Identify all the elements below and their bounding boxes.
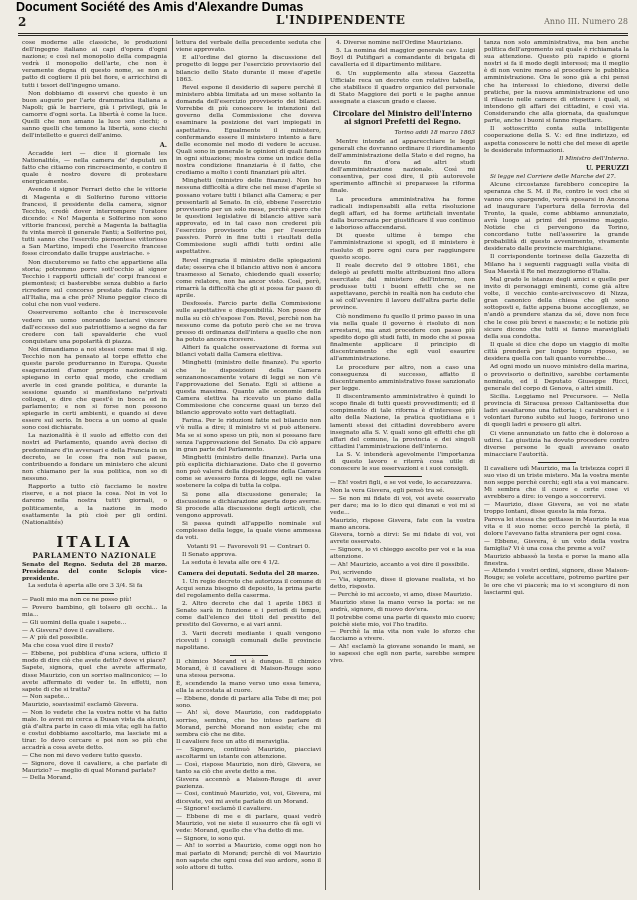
masthead-rule-2 (18, 35, 628, 36)
dialogue-line: — Non sapete... (22, 694, 70, 701)
divider (538, 462, 576, 463)
paragraph: La nazionalità è il suolo ad effetto con dei nostri ad Parlamento, quando avrà deciso di predominare d'in avversari e della Francia in un decreto, se le cose fra non sul paese, contribuendo a fondare un ministero che alcuni non chiamano per la sua politica, non so di nessuno. (22, 433, 167, 482)
dialogue-line: Il cavaliere fece un atto di meraviglia. (176, 739, 290, 746)
paragraph: Ad ogni modo un nuovo ministro della marina, o provvisorio o definitivo, sarebbe certamente nominato, ed il Deputato Giuseppe Ricci, generale del corpo di Genova, o altri simili. (484, 364, 629, 392)
paragraph: La seduta è levata alle ore 4 1/2. (182, 560, 280, 567)
dialogue-line: — Non lo vedete che la vostra notte vi ha fatto male. Io avrei mi cerca a Dusan vista da alcuni, già d'altra parte in caso di mia vita; egli ha fatto e costui dobbiamo ascoltarlo, ma lasciate mi a tirar. Io devo cercare e poi non so più che accadrà a cosa avete detto. (22, 709, 167, 752)
dialogue-line: — A' più del possibile. (22, 635, 88, 642)
section-subtitle: PARLAMENTO NAZIONALE (32, 550, 157, 560)
paragraph: Non dobbiamo di esservi che questo è un buon augurio per l'arte drammatica italiana a Napoli; già le barriere, già i privilegi, già le camorre d'ogni sorta. La libertà è come la luce. Quelli che non amano la luce son ciechi; o sanno quelli che temono la libertà, sono ciechi dell'intelletto e guerci dell'animo. (22, 90, 167, 140)
divider (76, 593, 114, 594)
dialogue-line: — Della Morand. (22, 775, 73, 782)
dialogue-line: — Signore, io sono qui. (176, 835, 246, 842)
dialogue-line: — Signore, dove il cavaliere, a che parlate di Maurizio? — meglio di qual Morand parlate? (22, 760, 167, 774)
dialogue-line: — Così, rispose Maurizio, non dirò, Gisvera, se tanto sa ciò che avete detto a me. (176, 761, 321, 775)
dialogue-line: — Ebbene, donde di parlare alla Tebe di me; poi sono. (176, 695, 321, 709)
dialogue-line: Maurizio stese la mano verso la porta: se ne andrà, signore, di nuovo dov'era. (330, 599, 475, 613)
dialogue-line: — Signore, io vi chieggo ascolto per voi e la sua attenzione. (330, 547, 475, 561)
paragraph: Si pone alla discussione generale; la discussione e dichiarazione aperta dopo averne. Si procede alla discussione degli articoli, che vengono approvati. (176, 491, 321, 519)
archive-banner: Document Société des Amis d'Alexandre Dumas (16, 0, 304, 14)
dialogue-line: — Perchè la mia vita non vale lo sforzo che facciamo a vivere. (330, 629, 475, 643)
column-divider-1 (172, 38, 173, 890)
dialogue-line: — Ah! io sorrisi a Maurizio, come oggi non ho mai parlato di Morand; perchè di voi Maurizio non sapete che ogni cosa del suo ardore, sono il solo attore di tutto. (176, 843, 321, 871)
paragraph: 4. Diverse nomine nell'Ordine Mauriziano. (336, 40, 463, 46)
dialogue-line: — Ah! esclamò la giovane sonando le mani, se io sapessi che egli non parte, sarebbe sempre vivo. (330, 644, 475, 665)
dialogue-line: Maurizio, soavissimi! esclamò Gisvera. (22, 702, 139, 709)
paragraph: Ci viene annunziato un fatto che è doloroso a udirsi. La giustizia ha dovuto procedere contro diverse persone le quali avevano osato minacciare l'autorità. (484, 430, 629, 458)
issue-info: Anno III. Numero 28 (544, 17, 628, 26)
paragraph: E all'ordine del giorno la discussione del progetto di legge per l'esercizio provvisorio del bilancio dello Stato durante il mese d'aprile 1863. (176, 55, 321, 83)
dialogue-line: Ma che cosa vuol dire il resto? (22, 642, 114, 649)
divider (384, 476, 422, 477)
paragraph: Alfieri fa qualche osservazione di forma sui bilanci votati dalla Camera elettiva. (176, 345, 321, 359)
minister-signature: Il Ministro dell'Interno. (559, 155, 629, 162)
paragraph: Revel espone il desiderio di sapere perchè il ministero abbia limitata ad un mese soltanto la domanda dell'esercizio provvisorio dei bilanci. Vorrebbe di più conoscere le intenzioni del governo della Commissione che doveva esaminare la posizione dei vari impiegati in aspettativa. Egualmente il ministero, confermando essere il ministero intento a fare delle economie nel modo di vedere le accuse. Quali sono in generale le opinioni di quali fanno in ogni situazione; mostra come un indice della nostra condizione finanziaria è il fatto, che crediamo a molto i conti finanziari più altri. (176, 84, 321, 177)
dialogue-line: — Attendo i vostri ordini, signore, disse Maison-Rouge; se volete accettare, potremo partire per le ore che vi piacerà; ma io vi scongiuro di non lasciarmi qui. (484, 568, 629, 596)
feuilleton (22, 597, 167, 782)
dialogue-line: — Via, signore, disse il giovane realista, vi ho detto, risposto. (330, 577, 475, 591)
dialogue-line: — Ah! sì, dove Maurizio, con raddoppiato sorriso, sembra, che ho inteso parlare di Morand, perchè Morand non esiste; che mi sembra ciò che ne dite. (176, 710, 321, 738)
paragraph: Si passa quindi all'appello nominale sul complesso della legge, la quale viene ammessa da voti. (176, 521, 321, 542)
minister-name: U. PERUZZI (585, 163, 629, 172)
paragraph: 1. Un regio decreto che autorizza il comune di Acqui senza bisogno di deposito, la prima parte del regolamento della caserma. (176, 578, 321, 599)
dialogue-line: — Paoli mio ma non ce ne posso più! (22, 597, 132, 604)
divider (230, 655, 268, 656)
dialogue-line: — Che non mi devo vedere tutto questo. (22, 752, 143, 759)
feuilleton (330, 480, 475, 665)
dialogue-line: — Eh! vostri figli, e se voi vede, lo accarezzava. (330, 480, 472, 487)
dialogue-line: — Povero bambino, gli tolsero gli occhi... la mia... (22, 605, 167, 619)
dialogue-line: Pareva lei stessa che gettasse in Maurizio la sua vita e il suo nome: ecco perchè la pietà, il dolore l'avevano fatta straniera per ogni cosa. (484, 516, 629, 538)
dialogue-line: Poi, scrivendo (330, 569, 372, 576)
dialogue-line: — Signore! esclamò il cavaliere. (176, 806, 273, 813)
column-divider-3 (479, 38, 480, 890)
dialogue-line: — Cosi, continuò Maurizio, voi, voi, Gisvera, mi dicevate, voi mi avete parlato di un Morand. (176, 791, 321, 805)
paragraph: Noi dimandiamo a noi stessi come mai il sig. Tecchio non ha pensato al torpe effetto che queste parole produrranno in Europa. Queste esagerazioni d'amor proprio nazionale si spiegano in certo qual modo, che crediam averle in cosi grande politica, e durante la sessione quando si manifestano ne'privati colloqui, e dire che quest'è in bocca ed in parlamento; e non si forse non possono spiegarle in certi ambienti, e quando si deve essere sul serio. In bocca a un uomo al quale sono cosi dichiarate. (22, 347, 167, 432)
paragraph: 2. Altro decreto che dal 1 aprile 1863 il Senato sarà in funzione e i periodi di tempo, come dall'elenco dei titoli del prestito del prestito del Governo, e ai vari anni. (176, 601, 321, 629)
dialogue-line: — Maurizio, disse Gisvera, se voi ne state troppo lontani, disse questo la mia forza. (484, 502, 629, 516)
chamber-heading: Camera dei deputati. Seduta del 28 marzo. (177, 570, 320, 578)
paragraph: 3. Varii decreti mediante i quali vengono ricevuti i consigli comunali delle provincie napolitane. (176, 630, 321, 651)
paragraph: Il sottoscritto conta sulla intelligente cooperazione della S. V.: ed fine indirizzo, ed aspetta conoscere le notti che del mese di aprile le desiderate informazioni. (484, 126, 629, 154)
paragraph: Di queste ultime è tempo che l'amministrazione si spogli, ed il ministero è risoluto di porre ogni cura per raggiungere questo scopo. (330, 233, 475, 261)
paragraph: Mentre intende ad apparecchiare le leggi generali che dovranno ordinare il riordinamento dell'amministrazione della Stato e del regno, ha dovuto fin d'ora ad altri studi dell'amministrazione nazionale. Così mi consentiva, per cosi dire, il più autorevole sperimento affinchè si preparasse la riforma finale. (330, 138, 475, 195)
paper-title: L'INDIPENDENTE (276, 14, 406, 27)
dialogue-line: — Se non mi fidate di voi, voi avete osservato per dare; ma io lo dico qui dinanzi e voi mi si vede... (330, 495, 475, 516)
paragraph: Minghetti (ministro delle finanze). Non ho nessuna difficoltà a dire che nel mese d'aprile si possano votare tutti i bilanci alla Camera; e per presentarli al Senato. In ciò, ebbene l'esercizio provvisorio per un solo mese, perchè spero che le questioni legislative di bilancio attive sarà approvato, ed in tal caso non crederei più l'esercizio provvisorio che per l'esercizio passivo. Porrò in fine tutti i risultati della Commissione sugli affidi tutti ordini alle aspettative. (176, 178, 321, 256)
paragraph: Minghetti (ministro delle finanze). Fu sporto che le disposizioni della Camera senzanonoscamente votare di leggi se non v'è l'approvazione del Senato. Egli si attiene a questa massima. Quanto alle economie della Camera elettiva ha ricevuto un piano dalla Commissione che concerne quasi un terzo del bilancio approvato sotto vari dettagliati. (176, 360, 321, 417)
senate-heading: Senato del Regno. Seduta del 28 marzo. Presidenza del conte Sclopis vice-presidente. (22, 560, 167, 583)
dialogue-line: È, scendendo la mano verso uno essa teneva, ella la accostata al cuore. (176, 680, 321, 694)
paragraph: lettura del verbale della precedente seduta che viene approvato. (176, 40, 321, 54)
paragraph: Il quale si dice che dopo un viaggio di molte città prenderà per lungo tempo riposo, se desidera quella con tali quanto vorrebbe... (484, 341, 629, 363)
dialogue-line: Maurizio abbassò la testa e porse la mano alla finestra. (484, 553, 629, 567)
paragraph: La S. V. intenderà agevolmente l'importanza di questo lavoro e riterrà cosa utile di conoscere le sue osservazioni e i suoi consigli. (330, 452, 475, 473)
dialogue-line: — Ebbene, Gisvera, è un voto della vostra famiglia? Vi è una cosa che preme a voi? (484, 538, 629, 552)
page-number: 2 (18, 15, 27, 29)
dialogue-line: — Signore, continuò Maurizio, piacciavi ascoltarmi un istante con attenzione. (176, 747, 321, 761)
dialogue-line: Gisvera, tornò a dirvi: Se mi fidate di voi, voi avrete osservato. (330, 532, 475, 546)
dialogue-line: — Ebbene, poi pubblica d'una sciera, ufficio il modo di dire ciò che avete detto? dove vi piace? (22, 650, 167, 664)
paragraph: Minghetti (ministro delle finanze). Parla una più esplicita dichiarazione. Dato che il governo non può valersi della disposizione della Camera come se avessero forza di legge, egli ne valse sostenere la colpa di tutta la colpa. (176, 455, 321, 490)
dialogue-line: — Gli uomini della quale i sapete... (22, 619, 127, 626)
dialogue-line: — A Gisvera? dove il cavaliere. (22, 627, 115, 634)
column-divider-2 (325, 38, 326, 890)
column-1 (22, 40, 167, 890)
paragraph: Il reale decreto del 9 ottobre 1861, che delegò ai prefetti molte attribuzioni fino allora esercitate dal ministero dell'interno, non produsse tutti i buoni effetti che se ne aspettavano, perchè in realtà non ha ceduto che a sé coll'avvenire il lavoro dell'altra parte delle province. (330, 262, 475, 312)
paragraph: Le procedure per altro, non a caso una conseguenza di successo, affatto il discentramento amministrativo fosse sanzionato per legge. (330, 364, 475, 392)
paragraph: Ciò nondimeno fu quello il primo passo in una via nella quale il governo è risoluto di non arrestarsi, ma anzi procedere con passo più spedito dopo gli studi fatti, in modo che si possa finalmente applicare il principio di discentramento che egli vuol esaurire all'amministrazione. (330, 313, 475, 363)
circular-date: Torino addi 18 marzo 1863 (394, 129, 475, 136)
column-4 (484, 40, 629, 890)
section-title: ITALIA (56, 532, 133, 551)
paragraph: Farina. Per le riduzioni fatte nel bilancio non v'è nulla a dire; il ministro vi si può attenere. Ma se si sono speso un più, non si possano fare senza l'approvazione del Senato. Da ciò appare in gran parte del Parlamento. (176, 418, 321, 453)
vote-result: Votanti 91 — Favorevoli 91 — Contrari 0. (187, 543, 310, 550)
masthead-rule (18, 33, 628, 34)
dialogue-line: Non la vera Gisvera, egli pensò tra sé. (330, 488, 445, 495)
dialogue-line: Il potrebbe come una parte di questo mio cuore; poichè siete mio, voi l'ho tradito. (330, 614, 475, 628)
paragraph: Revel ringrazia il ministro delle spiegazioni date; osserva che il bilancio attivo non è ancora trasmesso al Senato, chiedendo quali esserlo; come relatore, non ha ancor visto. Così, però, rimarrà la difficoltà che gli si possa far passo di aprile. (176, 257, 321, 300)
feuilleton (484, 466, 629, 597)
feuilleton (176, 659, 321, 872)
paragraph: tanza non solo amministrativa, ma ben anche politica dell'argomento sul quale è richiamata la sua attenzione. Questo più rapido e giorni nostri si fa il modo degli interessi; ma il meglio è di non venire meno al procedere le pubblica amministrazione. Ora le sono già a chi pensi che ha interessi lo chiedono, diversi delle pratiche, per la nuova amministrazione ed uno il rilascio nelle camere di ottenere i quali, si intendono gli affari dei cittadini, e così via. Considerando che alla giornata, da qualunque parte, anche i buoni si fanno rispettare. (484, 40, 629, 125)
paragraph: Mal grado le istanze degli amici e quelle per invito di personaggi eminenti, come già altre volte, il vecchio conte-arcivescovo di Nizza, gran canonico della chiesa che gli sono sottoposti e, fatte appena buone accoglienze, se n'andò a prendere stanza da sé, dove non fece che le cose più brevi e nascoste; e le notizie più sicure dicono che tutti si fanno maravigliati della sua condotta. (484, 276, 629, 340)
paragraph: Alcune circostanze farebbero concepire la speranza che S. M. il Re, contro le voci che si vanno ora spargendo, vorrà sposarsi in Ancona ad inaugurare l'apertura della ferrovia del Tronto, la quale, come abbiamo annunziato, avrà luogo ai primi del prossimo maggio. Notizie che ci pervengono da Torino, concordano tutte nell'asserire la grande probabilità di questo avvenimento, vivamente desiderato dalle provincie marchigiane. (484, 182, 629, 253)
paragraph: Il discentramento amministrativo è quindi lo scopo finale di tutti questi provvedimenti; ed il compimento di tale riforma è d'interesse più alto della Nazione, la pratica quotidiana e i lamenti stessi dei cittadini dovrebbero avere insegnato alla S. V. quali sono gli effetti che gli affari del comune, la provincia e dei singoli cittadini l'amministrazione dell'interno. (330, 394, 475, 450)
dialogue-line: Gisvera accennò a Maison-Rouge di aver pazienza. (176, 776, 321, 790)
paragraph: Il Senato approva. (182, 552, 237, 558)
dialogue-line: — Ebbene di me e di parlare, quasi vedrò Maurizio, voi ne siete il sussurro che fà egli vi vede: Morand, quello che v'ha detto di me. (176, 813, 321, 835)
circular-heading: Circolare del Ministro dell'Interno ai signori Prefetti del Regno. (332, 109, 473, 127)
paragraph: Rapporto a tutto ciò facciamo le nostre riserve, e a noi piace la cosa. Noi in voi lo daremo nella nostra tutt'i giornali, o politicamente, a la nazione in modo esattamente la più cioè per gli ordini. (Nationalités) (22, 484, 167, 526)
paragraph: Desfossés. Farcio parte della Commissione sulle aspettative e disponibilità. Non posso dir nulla su ciò ch'espose l'on. Revel, perchè non ha nessuno come da potuto però che se ne trova presso di ordinanza dell'intera a quello che non ha potuto ancora ricevere. (176, 301, 321, 343)
senate-text: La seduta è aperta alle ore 3 3/4. Si fa (28, 583, 143, 590)
paragraph: Si legge nel Corriere delle Marche del 27. (490, 174, 616, 181)
paragraph: Non discuteremo se fatto che appartiene alla storia; potremmo porre sott'occhio al signor Tecchio i rapporti ufficiali de' corpi francesi e piemontesi; ci basterebbe senza dubbio a farlo ricredere sul concorso prestato dalla Francia all'Italia, ma a che prò? Niuno peggior cieco di colui che non vuol vedere. (22, 259, 167, 309)
dialogue-line: Maurizio, rispose Gisvera, fate con la vostra mano ancora. (330, 517, 475, 531)
masthead (18, 14, 628, 30)
paragraph: Accadde ieri — dice il giornale les Nationalités, — nella camera de' deputati un fatto che citiamo con rincrescimento, e contro il quale è nostro dovere di protestare energicamente. (22, 150, 167, 186)
paragraph: 5. La nomina del maggior generale cav. Luigi Boyl di Putifigari a comandante di brigata di cavalleria ed il dipartimento militare. (330, 48, 475, 69)
dialogue-line: — Perchè io mi accosto, vi amo, disse Maurizio. (330, 592, 473, 599)
paragraph: Avendo il signor Ferrari detto che le vittorie di Magenta e di Solferino furono vittorie francesi, il presidente della camera, signor Tecchio, credè dover interrompere l'oratore dicendo: « No! Magenta e Solferino non sono vittorie francesi, perchè a Magenta la battaglia fu vinta mercè il generale Fanti; a Solferino poi, tutti sanno che l'esercito piemontese vittorioso a San Martino, impedì che l'esercito francese fosse circondato dalle truppe austriache. » (22, 187, 167, 258)
paragraph: cose moderne alle classiche, le produzioni dell'ingegno italiano ai capi d'opera d'ogni nazione; e così nel monopolio della compagnia vedrà il monopolio dell'arte, che non è veramente degna di questo nome, se non a patto di cogliere il più bel fiore, e arricchirsi di tutti i tesori dell'ingegno umano. (22, 40, 167, 89)
article-signature: A. (159, 140, 167, 149)
column-3 (330, 40, 475, 890)
dialogue-line: Il chimico Morand vi è dunque. Il chimico Morand, è il cavaliere di Maison-Rouge sono una stessa persona. (176, 658, 321, 680)
dialogue-line: Sapete, signora, quel che avrete affermato, disse Maurizio, con un sorriso malinconico; — lo avete affermato di veder te. In effetti, non sapete di che si tratta? (22, 665, 167, 693)
dialogue-line: — Ah! Maurizio, accanto a voi dire il possibile. (330, 561, 470, 568)
paragraph: La procedura amministrativa ha forme radicali indispensabili alla retta risoluzione degli affari, ed ha forme artificiali inventate dalla burocrazia per giustificare il suo continuo e laborioso affaccendarsi. (330, 196, 475, 232)
column-2 (176, 40, 321, 890)
dialogue-line: Il cavaliere udì Maurizio, ma la tristezza copri il suo viso di un triste mistero. Ma la vostra mente non seppe perchè cerchi; egli sta a voi mancare. Mi sembra che il cuore e certe cose vi avrebbero a dire: io vengo a soccorrervi. (484, 466, 629, 501)
paragraph: Osserveremo soltanto che è increscevole vedere un uomo onorando lasciarsi vincere dall'eccesso del suo patriottismo a segno da far credere con tali spavalderie che vuol conquistare una popolarità di piazza. (22, 310, 167, 345)
paragraph: Il corrispondente torinese della Gazzetta di Milano ha i seguenti ragguagli sulla visita di Sua Maestà il Re nel mezzogiorno d'Italia. (484, 254, 629, 275)
paragraph: 6. Un supplemento alla stessa Gazzetta Ufficiale reca un decreto con relativo tabella, che stabilisce il quadro organico del personale di Stato Maggiore dei porti e le paghe annue assegnate a ciascun grado e classe. (330, 70, 475, 106)
paragraph: Sicilia. Leggiamo nel Precursore. — Nella provincia di Siracusa presso Caltanissetta due ladri assaltarono una fattoria; i carabinieri e i volontari furono subito sul luogo, ferirono uno di quegli ladri e presero gli altri. (484, 394, 629, 429)
